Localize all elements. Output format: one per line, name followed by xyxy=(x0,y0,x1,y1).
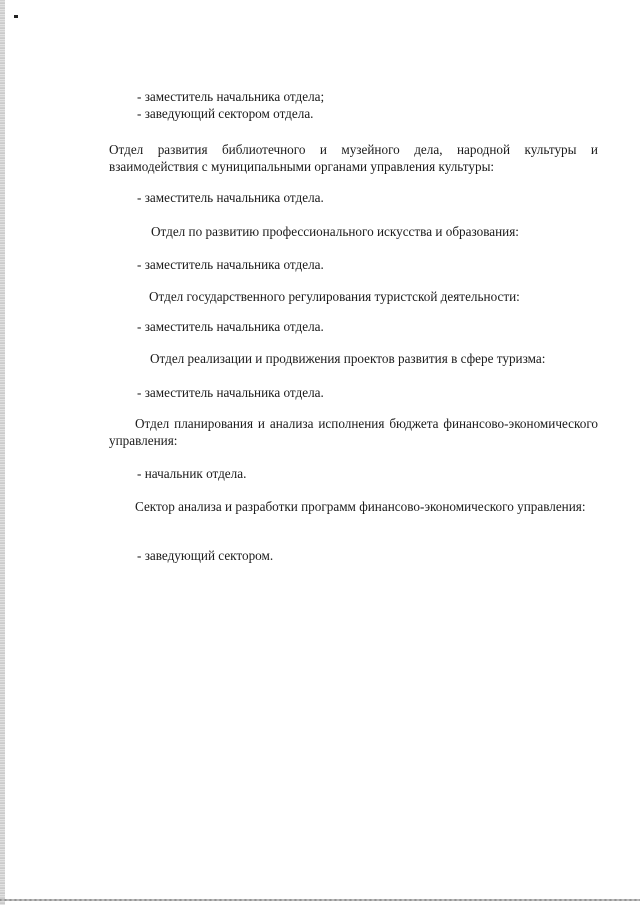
section-heading: Отдел государственного регулирования туристской деятельности: xyxy=(149,289,520,304)
scan-mark xyxy=(14,15,18,18)
scan-bottom-edge xyxy=(0,899,640,901)
list-item: - заместитель начальника отдела. xyxy=(137,385,324,400)
section-heading: Сектор анализа и разработки программ финансово-экономического управления: xyxy=(135,499,586,514)
section-heading: Отдел планирования и анализа исполнения бюджета финансово-экономического управления: xyxy=(109,416,598,448)
list-item: - заведующий сектором. xyxy=(137,548,274,563)
scan-left-edge xyxy=(0,0,5,905)
list-item: - начальник отдела. xyxy=(137,466,247,481)
list-item: - заместитель начальника отдела. xyxy=(137,190,324,205)
list-item: - заместитель начальника отдела. xyxy=(137,257,324,272)
section-heading: Отдел развития библиотечного и музейного дела, народной культуры и взаимодействия с муниципальными органами управления культуры: xyxy=(109,142,598,174)
list-item: - заведующий сектором отдела. xyxy=(137,106,314,121)
section-heading: Отдел реализации и продвижения проектов развития в сфере туризма: xyxy=(150,351,546,366)
section-heading: Отдел по развитию профессионального искусства и образования: xyxy=(151,224,519,239)
list-item: - заместитель начальника отдела; xyxy=(137,89,325,104)
list-item: - заместитель начальника отдела. xyxy=(137,319,324,334)
